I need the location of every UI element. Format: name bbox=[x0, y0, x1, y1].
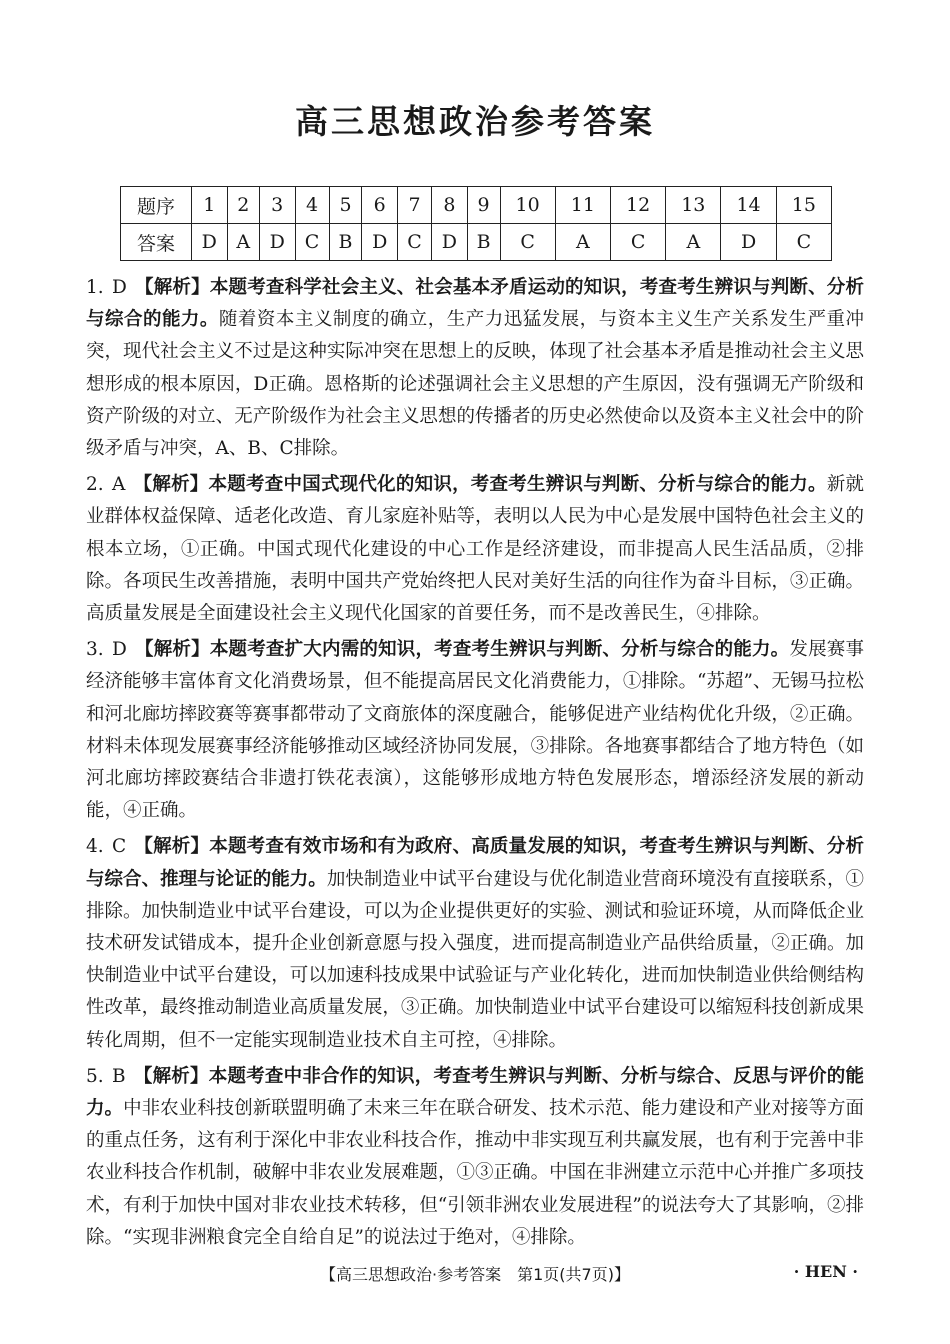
answer-cell: D bbox=[362, 224, 398, 261]
analysis-tag: 【解析】 bbox=[134, 836, 210, 858]
answer-row bbox=[121, 224, 832, 261]
analysis-lead: 本题考查中国式现代化的知识，考查考生辨识与判断、分析与综合的能力。 bbox=[208, 474, 827, 496]
row-label-number: 题序 bbox=[121, 187, 192, 224]
answer-cell: B bbox=[329, 224, 362, 261]
answer-cell: A bbox=[666, 224, 721, 261]
question-number-cell: 15 bbox=[776, 187, 831, 224]
question-answer: B bbox=[112, 1065, 126, 1087]
analysis-text: 中非农业科技创新联盟明确了未来三年在联合研发、技术示范、能力建设和产业对接等方面的重点任务，这有利于深化中非农业科技合作，推动中非实现互利共赢发展，也有利于完善中非农业科技合作机制，破解中非农业发展难题，①③正确。中国在非洲建立示范中心并推广多项技术，有利于加快中国对非农业技术转移，但“引领非洲农业发展进程”的说法夸大了其影响，②排除。“实现非洲粮食完全自给自足”的说法过于绝对，④排除。 bbox=[86, 1098, 864, 1248]
question-number-cell: 12 bbox=[610, 187, 665, 224]
analysis-tag: 【解析】 bbox=[133, 1065, 209, 1087]
answer-cell: B bbox=[467, 224, 500, 261]
explanation-item bbox=[86, 272, 864, 465]
explanation-item bbox=[86, 469, 864, 630]
question-number: 1. bbox=[86, 277, 104, 298]
question-number-cell: 11 bbox=[555, 187, 610, 224]
answer-cell: C bbox=[295, 224, 329, 261]
question-number-cell: 14 bbox=[721, 187, 776, 224]
question-answer: A bbox=[112, 474, 126, 496]
page-title: 高三思想政治参考答案 bbox=[295, 102, 655, 141]
question-answer: C bbox=[112, 836, 127, 858]
explanation-item bbox=[86, 831, 864, 1056]
question-number-cell: 9 bbox=[467, 187, 500, 224]
question-number-cell: 6 bbox=[362, 187, 398, 224]
analysis-lead: 本题考查中非合作的知识，考查考生辨识与判断、分析与综合、反思与评价的能力。 bbox=[86, 1065, 864, 1120]
question-number: 5. bbox=[86, 1065, 104, 1087]
answer-cell: C bbox=[776, 224, 831, 261]
analysis-tag: 【解析】 bbox=[134, 277, 210, 298]
question-number: 3. bbox=[86, 639, 104, 661]
question-number-cell: 3 bbox=[259, 187, 295, 224]
explanation-item bbox=[86, 1061, 864, 1254]
answer-cell: D bbox=[721, 224, 776, 261]
number-row bbox=[121, 187, 832, 224]
question-number-cell: 2 bbox=[227, 187, 259, 224]
analysis-text: 新就业群体权益保障、适老化改造、育儿家庭补贴等，表明以人民为中心是发展中国特色社会主义的根本立场，①正确。中国式现代化建设的中心工作是经济建设，而非提高人民生活品质，②排除。各项民生改善措施，表明中国共产党始终把人民对美好生活的向往作为奋斗目标，③正确。高质量发展是全面建设社会主义现代化国家的首要任务，而不是改善民生，④排除。 bbox=[86, 474, 864, 625]
explanations bbox=[86, 272, 864, 1258]
analysis-tag: 【解析】 bbox=[133, 474, 209, 496]
analysis-lead: 本题考查科学社会主义、社会基本矛盾运动的知识，考查考生辨识与判断、分析与综合的能力。 bbox=[86, 277, 864, 331]
explanation-item bbox=[86, 634, 864, 827]
question-number: 4. bbox=[86, 836, 104, 858]
question-number-cell: 8 bbox=[432, 187, 468, 224]
analysis-lead: 本题考查扩大内需的知识，考查考生辨识与判断、分析与综合的能力。 bbox=[209, 639, 790, 661]
question-number-cell: 4 bbox=[295, 187, 329, 224]
answer-cell: A bbox=[227, 224, 259, 261]
answer-cell: D bbox=[192, 224, 228, 261]
question-number-cell: 13 bbox=[666, 187, 721, 224]
answer-cell: D bbox=[432, 224, 468, 261]
answer-cell: C bbox=[610, 224, 665, 261]
answer-table bbox=[120, 186, 832, 261]
question-number: 2. bbox=[86, 474, 104, 496]
answer-cell: C bbox=[500, 224, 555, 261]
question-number-cell: 10 bbox=[500, 187, 555, 224]
row-label-answer: 答案 bbox=[121, 224, 192, 261]
analysis-text: 加快制造业中试平台建设与优化制造业营商环境没有直接联系，①排除。加快制造业中试平台建设，可以为企业提供更好的实验、测试和验证环境，从而降低企业技术研发试错成本，提升企业创新意愿与投入强度，进而提高制造业产品供给质量，②正确。加快制造业中试平台建设，可以加速科技成果中试验证与产业化转化，进而加快制造业供给侧结构性改革，最终推动制造业高质量发展，③正确。加快制造业中试平台建设可以缩短科技创新成果转化周期，但不一定能实现制造业技术自主可控，④排除。 bbox=[86, 868, 864, 1051]
answer-cell: D bbox=[259, 224, 295, 261]
footer-code: · HEN · bbox=[793, 1262, 858, 1281]
answer-cell: C bbox=[398, 224, 432, 261]
footer-page-info: 【高三思想政治·参考答案 第1页(共7页)】 bbox=[320, 1265, 630, 1284]
analysis-tag: 【解析】 bbox=[134, 639, 210, 661]
answer-cell: A bbox=[555, 224, 610, 261]
question-number-cell: 1 bbox=[192, 187, 228, 224]
question-number-cell: 5 bbox=[329, 187, 362, 224]
question-number-cell: 7 bbox=[398, 187, 432, 224]
question-answer: D bbox=[112, 639, 127, 661]
analysis-text: 随着资本主义制度的确立，生产力迅猛发展，与资本主义生产关系发生严重冲突，现代社会主义不过是这种实际冲突在思想上的反映，体现了社会基本矛盾是推动社会主义思想形成的根本原因，D正确。恩格斯的论述强调社会主义思想的产生原因，没有强调无产阶级和资产阶级的对立、无产阶级作为社会主义思想的传播者的历史必然使命以及资本主义社会中的阶级矛盾与冲突，A、B、C排除。 bbox=[86, 309, 864, 460]
analysis-text: 发展赛事经济能够丰富体育文化消费场景，但不能提高居民文化消费能力，①排除。“苏超”、无锡马拉松和河北廊坊摔跤赛等赛事都带动了文商旅体的深度融合，能够促进产业结构优化升级，②正确。材料未体现发展赛事经济能够推动区域经济协同发展，③排除。各地赛事都结合了地方特色（如河北廊坊摔跤赛结合非遗打铁花表演），这能够形成地方特色发展形态，增添经济发展的新动能，④正确。 bbox=[86, 639, 864, 822]
question-answer: D bbox=[112, 277, 127, 298]
analysis-lead: 本题考查有效市场和有为政府、高质量发展的知识，考查考生辨识与判断、分析与综合、推理与论证的能力。 bbox=[86, 836, 864, 890]
